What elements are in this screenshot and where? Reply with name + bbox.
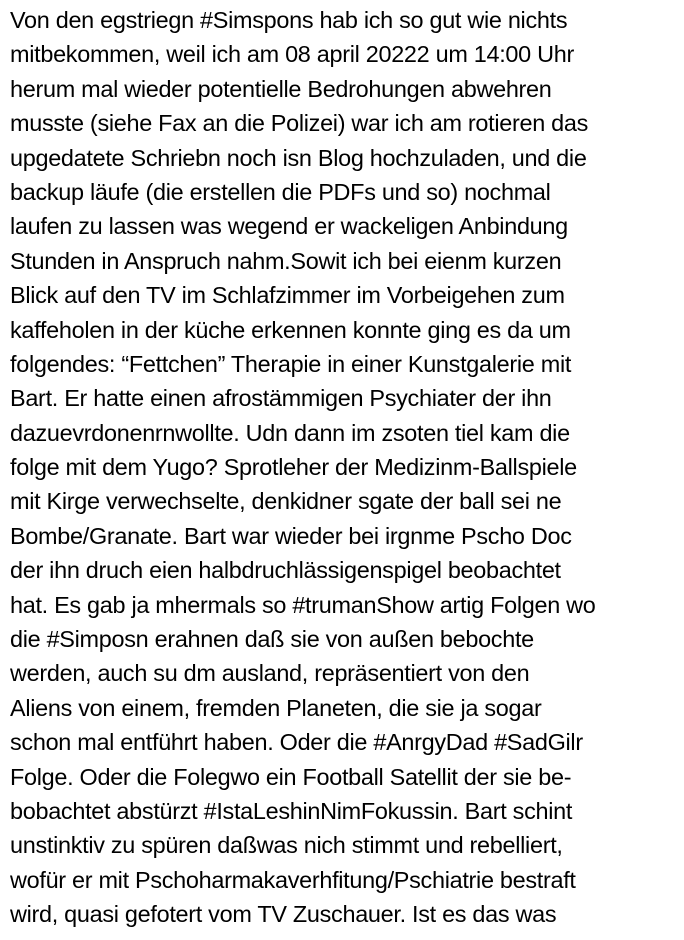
text-line: musste (siehe Fax an die Polizei) war ich am rotieren das — [10, 110, 589, 137]
text-line: Aliens von einem, fremden Planeten, die sie ja sogar — [10, 694, 542, 721]
text-line: mit Kirge verwechselte, denkidner sgate der ball sei ne — [10, 488, 562, 515]
text-line: wird, quasi gefotert vom TV Zuschauer. Ist es das was — [10, 901, 557, 928]
text-line: upgedatete Schriebn noch isn Blog hochzuladen, und die — [10, 144, 587, 171]
text-line: Bombe/Granate. Bart war wieder bei irgnme Pscho Doc — [10, 522, 572, 549]
text-line: folge mit dem Yugo? Sprotleher der Medizinm-Ballspiele — [10, 454, 577, 481]
text-line: Bart. Er hatte einen afrostämmigen Psychiater der ihn — [10, 385, 552, 412]
text-line: Stunden in Anspruch nahm.Sowit ich bei eienm kurzen — [10, 247, 562, 274]
text-line: Folge. Oder die Folegwo ein Football Satellit der sie be- — [10, 763, 572, 790]
text-line: herum mal wieder potentielle Bedrohungen abwehren — [10, 75, 552, 102]
text-line: folgendes: “Fettchen” Therapie in einer Kunstgalerie mit — [10, 350, 572, 377]
document-page — [10, 0, 682, 940]
text-line: backup läufe (die erstellen die PDFs und so) nochmal — [10, 178, 551, 205]
text-line: wofür er mit Pschoharmakaverhfitung/Pschiatrie bestraft — [10, 866, 576, 893]
text-line: die #Simposn erahnen daß sie von außen bebochte — [10, 626, 534, 653]
text-line: hat. Es gab ja mhermals so #trumanShow artig Folgen wo — [10, 591, 596, 618]
text-line: laufen zu lassen was wegend er wackeligen Anbindung — [10, 213, 568, 240]
text-line: mitbekommen, weil ich am 08 april 20222 um 14:00 Uhr — [10, 41, 574, 68]
text-line: kaffeholen in der küche erkennen konnte ging es da um — [10, 316, 571, 343]
text-line: unstinktiv zu spüren daßwas nich stimmt und rebelliert, — [10, 832, 563, 859]
text-line: Von den egstriegn #Simspons hab ich so gut wie nichts — [10, 7, 568, 33]
text-line: schon mal entführt haben. Oder die #AnrgyDad #SadGilr — [10, 729, 583, 756]
text-line: bobachtet abstürzt #IstaLeshinNimFokussin. Bart schint — [10, 797, 573, 824]
text-line: werden, auch su dm ausland, repräsentiert von den — [10, 660, 530, 687]
text-line: dazuevrdonenrnwollte. Udn dann im zsoten tiel kam die — [10, 419, 570, 446]
text-line: Blick auf den TV im Schlafzimmer im Vorbeigehen zum — [10, 282, 565, 309]
text-line: der ihn druch eien halbdruchlässigenspigel beobachtet — [10, 557, 561, 584]
